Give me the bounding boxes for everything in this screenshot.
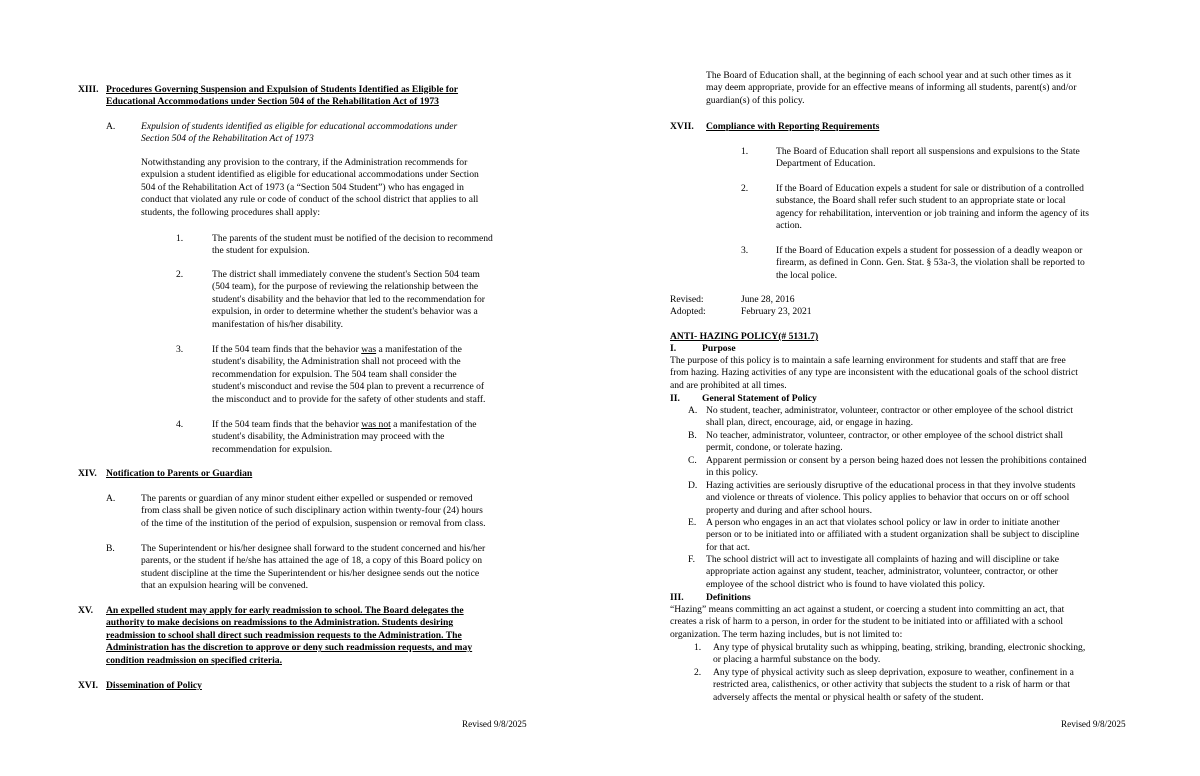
definition-item: [713, 667, 1074, 704]
emphasis-was-not: was not: [361, 419, 391, 430]
text-line: No student, teacher, administrator, volunteer, contractor or other employee of the school district: [706, 405, 1074, 416]
list-item: [212, 419, 477, 456]
section-14-a-text: [141, 493, 486, 530]
text-line: expulsion a student identified as eligible for educational accommodations under Section: [141, 169, 479, 181]
list-item: [776, 146, 1080, 171]
text-line: authority to make decisions on readmissions to the Administration. Students desiring: [106, 617, 454, 629]
text-line: action.: [776, 220, 802, 232]
section-14-a-label: A.: [106, 493, 116, 504]
policy-item: [706, 405, 1073, 430]
policy-item-label: D.: [688, 480, 698, 491]
text-line: the student for expulsion.: [212, 245, 310, 257]
policy-item: [706, 455, 1086, 480]
hazing-definition: [670, 604, 1064, 641]
right-page: [600, 0, 1200, 776]
text-line: A person who engages in an act that violates school policy or law in order to initiate another: [706, 517, 1060, 528]
section-13-a-title-line2: Section 504 of the Rehabilitation Act of 1973: [141, 133, 314, 144]
text-line: parents, or the student if he/she has attained the age of 18, a copy of this Board policy on: [141, 555, 483, 567]
text-line: students, the following procedures shall apply:: [141, 206, 321, 218]
page-footer-right: Revised 9/8/2025: [1061, 719, 1126, 729]
revised-label: Revised:: [670, 294, 704, 305]
section-14-b-label: B.: [106, 543, 115, 554]
text-line: The Board of Education shall, at the beginning of each school year and at such other times as it: [706, 70, 1072, 81]
text-run: a manifestation of the: [376, 344, 462, 355]
text-line: permit, condone, or tolerate hazing.: [706, 442, 843, 454]
hazing-section-2-number: II.: [670, 393, 680, 404]
list-item: [212, 344, 485, 406]
text-line: or placing a harmful substance on the body.: [713, 654, 881, 666]
text-line: that an expulsion hearing will be convened.: [141, 580, 309, 592]
section-14-b-text: [141, 543, 485, 593]
text-line: The parents or guardian of any minor student either expelled or suspended or removed: [141, 493, 473, 504]
section-16-number: XVI.: [78, 680, 98, 691]
text-line: from class shall be given notice of such disciplinary action within twenty-four (24) hours: [141, 505, 483, 517]
text-line: student's misconduct and revise the 504 plan to prevent a recurrence of: [212, 381, 485, 393]
section-16-continuation: [706, 70, 1076, 107]
section-16-title: Dissemination of Policy: [106, 680, 202, 691]
hazing-section-3-title: Definitions: [706, 592, 751, 603]
section-13-intro: [141, 157, 479, 219]
section-17-number: XVII.: [670, 121, 694, 132]
text-line: An expelled student may apply for early readmission to school. The Board delegates the: [106, 605, 464, 616]
text-line: conduct that violated any rule or code of conduct of the school district that applies to all: [141, 194, 479, 206]
section-17-title: Compliance with Reporting Requirements: [706, 121, 880, 132]
text-run: If the 504 team finds that the behavior: [212, 419, 362, 430]
section-15-text: [106, 605, 472, 667]
text-line: creates a risk of harm to a person, in order for the student to be initiated into or affiliated with a school: [670, 616, 1064, 628]
page-footer-left: Revised 9/8/2025: [462, 719, 527, 729]
text-line: student's disability and the behavior that led to the recommendation for: [212, 293, 485, 305]
adopted-label: Adopted:: [670, 306, 706, 317]
text-line: Apparent permission or consent by a person being hazed does not lessen the prohibitions contained: [706, 455, 1087, 466]
text-line: manifestation of his/her disability.: [212, 318, 344, 330]
text-line: Any type of physical brutality such as whipping, beating, striking, branding, electronic shocking,: [713, 642, 1086, 653]
text-line: The district shall immediately convene the student's Section 504 team: [212, 269, 480, 280]
list-item-number: 1.: [741, 146, 749, 157]
list-item-number: 3.: [741, 245, 749, 256]
text-line: 504 of the Rehabilitation Act of 1973 (a “Section 504 Student”) who has engaged in: [141, 181, 464, 193]
policy-item-label: E.: [688, 517, 697, 528]
text-line: Administration has the discretion to approve or deny such readmission requests, and may: [106, 642, 473, 654]
text-line: from hazing. Hazing activities of any type are inconsistent with the educational goals of the school district: [670, 367, 1078, 379]
policy-item: [706, 430, 1063, 455]
text-run: a manifestation of the: [390, 419, 477, 430]
text-line: The parents of the student must be notified of the decision to recommend: [212, 233, 493, 244]
text-line: student's disability, the Administration shall not proceed with the: [212, 356, 461, 368]
text-line: expulsion, in order to determine whether the student's behavior was a: [212, 306, 478, 318]
text-line: adversely affects the mental or physical health or safety of the student.: [713, 691, 984, 703]
list-item-number: 2.: [176, 269, 184, 280]
text-line: organization. The term hazing includes, but is not limited to:: [670, 628, 903, 640]
text-line: in this policy.: [706, 467, 758, 479]
policy-item-label: C.: [688, 455, 697, 466]
section-13-title-line2: Educational Accommodations under Section 504 of the Rehabilitation Act of 1973: [106, 96, 439, 107]
text-line: The Board of Education shall report all suspensions and expulsions to the State: [776, 146, 1080, 157]
hazing-purpose: [670, 355, 1130, 392]
text-line: firearm, as defined in Conn. Gen. Stat. § 53a-3, the violation shall be reported to: [776, 257, 1085, 269]
list-item: [212, 233, 493, 258]
text-run: If the 504 team finds that the behavior: [212, 344, 362, 355]
text-line: (504 team), for the purpose of reviewing the relationship between the: [212, 281, 479, 293]
list-item: [776, 245, 1085, 282]
text-line: Any type of physical activity such as sleep deprivation, exposure to weather, confinement in a: [713, 667, 1074, 678]
list-item-number: 3.: [176, 344, 184, 355]
text-line: guardian(s) of this policy.: [706, 94, 805, 106]
text-line: the local police.: [776, 269, 838, 281]
policy-item: [706, 517, 1079, 554]
text-line: No teacher, administrator, volunteer, contractor, or other employee of the school district shall: [706, 430, 1064, 441]
text-line: employee of the school district who is found to have violated this policy.: [706, 578, 985, 590]
text-line: recommendation for expulsion.: [212, 443, 333, 455]
hazing-policy-title: ANTI- HAZING POLICY(# 5131.7): [670, 331, 819, 342]
list-item: [776, 183, 1089, 233]
adopted-date: February 23, 2021: [741, 306, 812, 317]
section-13-a-label: A.: [106, 121, 116, 132]
hazing-section-3-number: III.: [670, 592, 684, 603]
text-line: appropriate action against any student, teacher, administrator, volunteer, contractor, or other: [706, 566, 1058, 578]
text-line: person or to be initiated into or affiliated with a student organization shall be subject to discipline: [706, 529, 1080, 541]
section-14-number: XIV.: [78, 468, 97, 479]
text-line: student discipline at the time the Superintendent or his/her designee sends out the notice: [141, 567, 480, 579]
text-line: If the Board of Education expels a student for sale or distribution of a controlled: [776, 183, 1084, 194]
section-13-title-line1: Procedures Governing Suspension and Expulsion of Students Identified as Eligible for: [106, 84, 459, 95]
text-line: for that act.: [706, 541, 750, 553]
hazing-section-1-title: Purpose: [702, 343, 736, 354]
list-item-number: 2.: [741, 183, 749, 194]
policy-item: [706, 554, 1059, 591]
text-line: condition readmission on specified criteria.: [106, 654, 282, 666]
definition-item: [713, 642, 1085, 667]
text-line: readmission to school shall direct such readmission requests to the Administration. The: [106, 629, 462, 641]
list-item: [212, 269, 485, 331]
text-line: shall plan, direct, encourage, aid, or engage in hazing.: [706, 417, 913, 429]
text-line: The Superintendent or his/her designee shall forward to the student concerned and his/her: [141, 543, 486, 554]
section-13-a-title-line1: Expulsion of students identified as eligible for educational accommodations under: [141, 121, 458, 132]
list-item-number: 1.: [176, 233, 184, 244]
hazing-section-2-title: General Statement of Policy: [702, 393, 817, 404]
text-line: and violence or threats of violence. This policy applies to behavior that occurs on or off school: [706, 492, 1070, 504]
text-line: If the Board of Education expels a student for possession of a deadly weapon or: [776, 245, 1083, 256]
text-line: recommendation for expulsion. The 504 team shall consider the: [212, 368, 457, 380]
policy-item-label: A.: [688, 405, 698, 416]
text-line: “Hazing” means committing an act against a student, or coercing a student into committing an act, that: [670, 604, 1065, 615]
text-line: The school district will act to investigate all complaints of hazing and will discipline or take: [706, 554, 1060, 565]
text-line: of the time of the institution of the period of expulsion, suspension or removal from class.: [141, 517, 486, 529]
text-line: may deem appropriate, provide for an effective means of informing all students, parent(s) and/or: [706, 82, 1077, 94]
text-line: Notwithstanding any provision to the contrary, if the Administration recommends for: [141, 157, 468, 168]
text-line: agency for rehabilitation, intervention or job training and inform the agency of its: [776, 207, 1090, 219]
text-line: restricted area, calisthenics, or other activity that subjects the student to a risk of harm or that: [713, 679, 1070, 691]
section-15-number: XV.: [78, 605, 94, 616]
section-14-title: Notification to Parents or Guardian: [106, 468, 253, 479]
hazing-section-1-number: I.: [670, 343, 677, 354]
list-item-number: 4.: [176, 419, 184, 430]
policy-item-label: B.: [688, 430, 697, 441]
text-line: The purpose of this policy is to maintain a safe learning environment for students and staff that are free: [670, 355, 1066, 366]
emphasis-was: was: [361, 344, 377, 355]
definition-item-number: 2.: [694, 667, 702, 678]
text-line: Hazing activities are seriously disruptive of the educational process in that they involve students: [706, 480, 1076, 491]
text-line: and are prohibited at all times.: [670, 379, 787, 391]
text-line: student's disability, the Administration may proceed with the: [212, 431, 445, 443]
text-line: property and during and after school hours.: [706, 504, 872, 516]
text-line: the misconduct and to provide for the safety of other students and staff.: [212, 393, 486, 405]
text-line: Department of Education.: [776, 158, 876, 170]
policy-item: [706, 480, 1076, 517]
revised-date: June 28, 2016: [741, 294, 795, 305]
text-line: [212, 344, 485, 356]
section-13-number: XIII.: [78, 84, 99, 95]
text-line: [212, 419, 477, 431]
definition-item-number: 1.: [694, 642, 702, 653]
text-line: substance, the Board shall refer such student to an appropriate state or local: [776, 195, 1066, 207]
policy-item-label: F.: [688, 554, 695, 565]
